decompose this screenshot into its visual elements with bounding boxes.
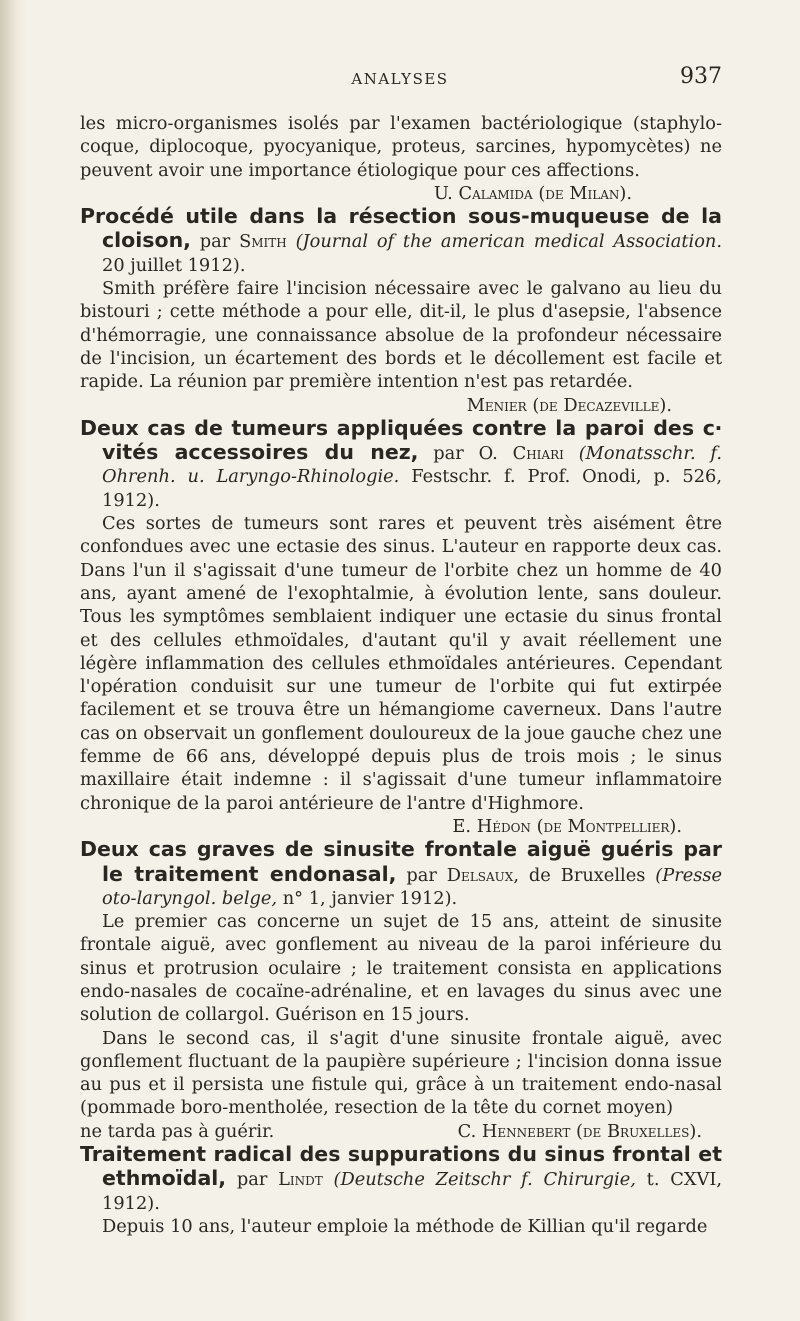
- article-source: (Presse oto-laryngol. belge,: [102, 864, 722, 909]
- article-date: Festschr. f. Prof. Onodi, p. 526, 1912).: [102, 466, 722, 511]
- signature: E. Hédon (de Montpellier).: [452, 815, 682, 837]
- article-heading: Procédé utile dans la résection sous-muqueuse de la cloison, par Smith (Journal of the american medical Association. 20 juillet 1912).: [80, 204, 723, 276]
- signature: U. Calamida (de Milan).: [433, 182, 632, 204]
- paragraph-last-line: ne tarda pas à guérir. C. Hennebert (de Bruxelles).: [80, 1120, 702, 1142]
- signature: C. Hennebert (de Bruxelles).: [457, 1120, 702, 1142]
- article-source: (Deutsche Zeitschr f. Chirurgie,: [333, 1169, 636, 1191]
- article-heading: Deux cas graves de sinusite frontale aiguë guéris par le traitement endonasal, par Delsaux, de Bruxelles (Presse oto-laryngol. belge, n° 1, janvier 1912).: [80, 837, 722, 909]
- article-source: (Journal of the american medical Association.: [295, 231, 723, 253]
- article-source: (Monatsschr. f. Ohrenh. u. Laryngo-Rhinologie.: [102, 443, 723, 488]
- article-date: 20 juillet 1912).: [102, 254, 246, 276]
- article-title: Deux cas graves de sinusite frontale aiguë guéris par le traitement endonasal,: [80, 837, 722, 886]
- article-date: t. CXVI, 1912).: [102, 1169, 722, 1214]
- page-edge-shadow: [0, 0, 26, 1321]
- page-number: 937: [680, 64, 722, 89]
- page-header: [78, 64, 722, 94]
- article-date: n° 1, janvier 1912).: [282, 887, 458, 909]
- signature: Menier (de Decazeville).: [466, 394, 672, 416]
- paragraph: Le premier cas concerne un sujet de 15 ans, atteint de sinusite frontale aiguë, avec gonflement au niveau de la paroi inférieure du sinus et protrusion oculaire ; le traitement consista en applications endo-nasales de cocaïne-adrénaline, et en lavages du sinus avec une solution de collargol. Guérison en 15 jours.: [80, 911, 722, 1026]
- article-title: Traitement radical des suppurations du sinus frontal et ethmoïdal,: [80, 1142, 722, 1191]
- article-author: Lindt: [278, 1169, 323, 1191]
- article-author: Delsaux: [446, 864, 514, 886]
- page-body: [80, 112, 722, 1238]
- paragraph: Dans le second cas, il s'agit d'une sinusite frontale aiguë, avec gonflement fluctuant de la paupière supérieure ; l'incision donna issue au pus et il persista une fistule qui, grâce à un traitement endo-nasal (pommade boro-mentholée, resection de la tête du cornet moyen): [80, 1027, 722, 1119]
- paragraph: Depuis 10 ans, l'auteur emploie la méthode de Killian qu'il regarde: [102, 1215, 708, 1237]
- paragraph: les micro-organismes isolés par l'examen bactériologique (staphylo-coque, diplocoque, pyocyanique, proteus, sarcines, hypomycètes) ne peuvent avoir une importance étiologique pour ces affections.: [80, 113, 722, 181]
- article-title: Procédé utile dans la résection sous-muqueuse de la cloison,: [80, 204, 722, 253]
- article-title: Deux cas de tumeurs appliquées contre la paroi des c‧vités accessoires du nez,: [80, 415, 722, 465]
- running-head: ANALYSES: [351, 70, 449, 88]
- article-heading: Traitement radical des suppurations du sinus frontal et ethmoïdal, par Lindt (Deutsche Zeitschr f. Chirurgie, t. CXVI, 1912).: [80, 1142, 722, 1214]
- paragraph: Smith préfère faire l'incision nécessaire avec le galvano au lieu du bistouri ; cette méthode a pour elle, dit-il, le plus d'asepsie, l'absence d'hémorragie, une connaissance absolue de la profondeur nécessaire de l'incision, un écartement des bords et le décollement est facile et rapide. La réunion par première intention n'est pas retardée.: [80, 278, 722, 393]
- article-author: Chiari: [512, 443, 564, 465]
- paragraph: Ces sortes de tumeurs sont rares et peuvent très aisément être confondues avec une ectasie des sinus. L'auteur en rapporte deux cas. Dans l'un il s'agissait d'une tumeur de l'orbite chez un homme de 40 ans, ayant amené de l'exophtalmie, à évolution lente, sans douleur. Tous les symptômes semblaient indiquer une ectasie du sinus frontal et des cellules ethmoïdales, d'autant qu'il y avait réellement une légère inflammation des cellules ethmoïdales antérieures. Cependant l'opération conduisit sur une tumeur de l'orbite qui fut extirpée facilement et se trouva être un hémangiome caverneux. Dans l'autre cas on observait un gonflement douloureux de la joue gauche chez une femme de 66 ans, développé depuis plus de trois mois ; le sinus maxillaire était indemne : il s'agissait d'une tumeur inflammatoire chronique de la paroi antérieure de l'antre d'Highmore.: [80, 513, 722, 814]
- article-author: Smith: [239, 231, 287, 253]
- article-heading: Deux cas de tumeurs appliquées contre la paroi des c‧vités accessoires du nez, par O. Chiari (Monatsschr. f. Ohrenh. u. Laryngo-Rhinologie. Festschr. f. Prof. Onodi, p. 526, 1912).: [80, 415, 723, 511]
